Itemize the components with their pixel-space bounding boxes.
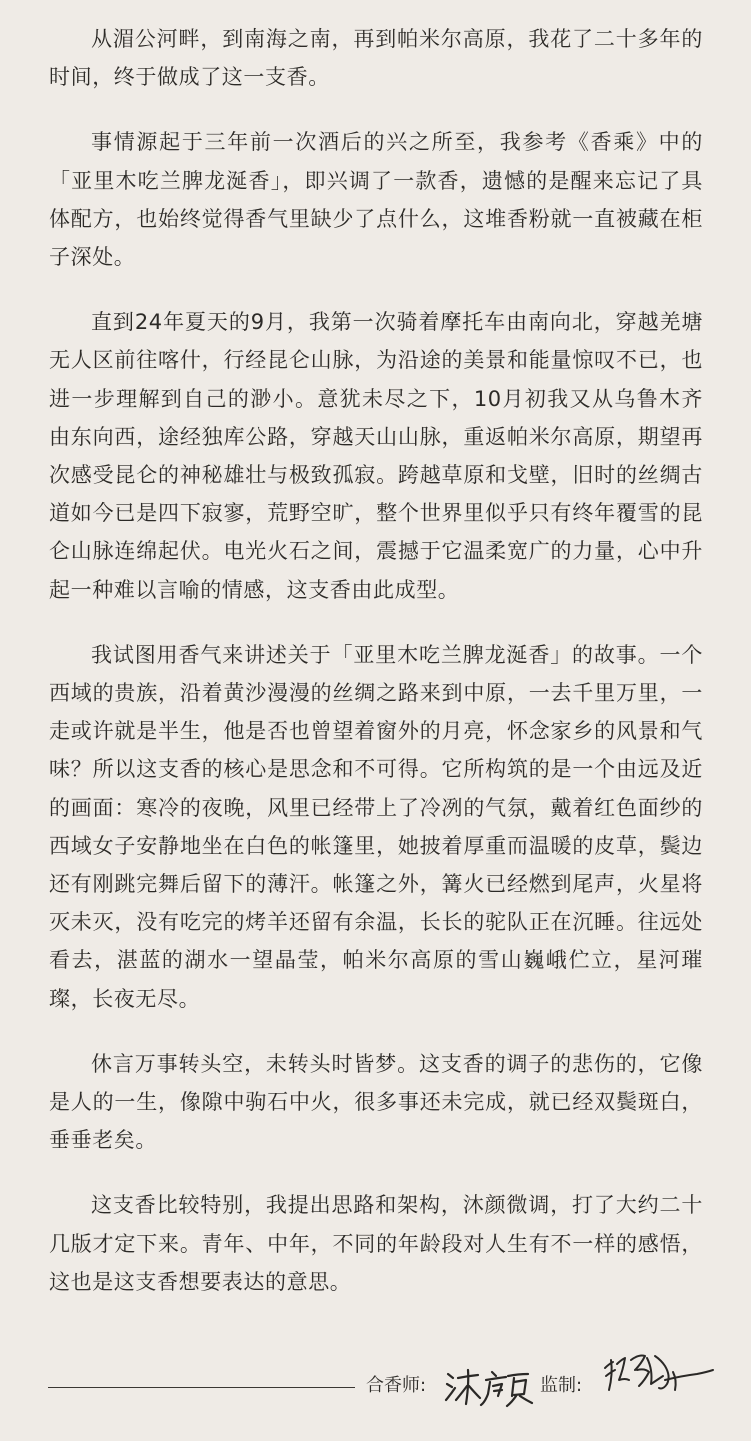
divider-line	[48, 1387, 355, 1388]
paragraph-2: 事情源起于三年前一次酒后的兴之所至，我参考《香乘》中的「亚里木吃兰脾龙涎香」，即兴调了一款香，遗憾的是醒来忘记了具体配方，也始终觉得香气里缺少了点什么，这堆香粉就一直被藏在柜子深处。	[49, 130, 703, 270]
paragraph-5: 休言万事转头空，未转头时皆梦。这支香的调子的悲伤的，它像是人的一生，像隙中驹石中火，很多事还未完成，就已经双鬓斑白，垂垂老矣。	[49, 1051, 703, 1153]
signature-row	[48, 1350, 718, 1410]
blender-label: 合香师:	[366, 1375, 427, 1396]
blender-signature	[444, 1364, 536, 1408]
supervisor-label: 监制:	[540, 1375, 583, 1396]
supervisor-signature	[601, 1350, 717, 1398]
paragraph-4: 我试图用香气来讲述关于「亚里木吃兰脾龙涎香」的故事。一个西域的贵族，沿着黄沙漫漫的丝绸之路来到中原，一去千里万里，一走或许就是半生，他是否也曾望着窗外的月亮，怀念家乡的风景和气味？所以这支香的核心是思念和不可得。它所构筑的是一个由远及近的画面：寒冷的夜晚，风里已经带上了冷冽的气氛，戴着红色面纱的西域女子安静地坐在白色的帐篷里，她披着厚重而温暖的皮草，鬓边还有刚跳完舞后留下的薄汗。帐篷之外，篝火已经燃到尾声，火星将灭未灭，没有吃完的烤羊还留有余温，长长的驼队正在沉睡。往远处看去，湛蓝的湖水一望晶莹，帕米尔高原的雪山巍峨伫立，星河璀璨，长夜无尽。	[49, 642, 703, 1011]
paragraph-6: 这支香比较特别，我提出思路和架构，沐颜微调，打了大约二十几版才定下来。青年、中年，不同的年龄段对人生有不一样的感悟，这也是这支香想要表达的意思。	[49, 1193, 703, 1294]
paragraph-3: 直到24年夏天的9月，我第一次骑着摩托车由南向北，穿越羌塘无人区前往喀什，行经昆仑山脉，为沿途的美景和能量惊叹不已，也进一步理解到自己的渺小。意犹未尽之下，10月初我又从乌鲁木齐由东向西，途经独库公路，穿越天山山脉，重返帕米尔高原，期望再次感受昆仑的神秘雄壮与极致孤寂。跨越草原和戈壁，旧时的丝绸古道如今已是四下寂寥，荒野空旷，整个世界里似乎只有终年覆雪的昆仑山脉连绵起伏。电光火石之间，震撼于它温柔宽广的力量，心中升起一种难以言喻的情感，这支香由此成型。	[49, 310, 703, 602]
article-body	[49, 20, 703, 1328]
paragraph-1: 从湄公河畔，到南海之南，再到帕米尔高原，我花了二十多年的时间，终于做成了这一支香。	[49, 27, 703, 90]
